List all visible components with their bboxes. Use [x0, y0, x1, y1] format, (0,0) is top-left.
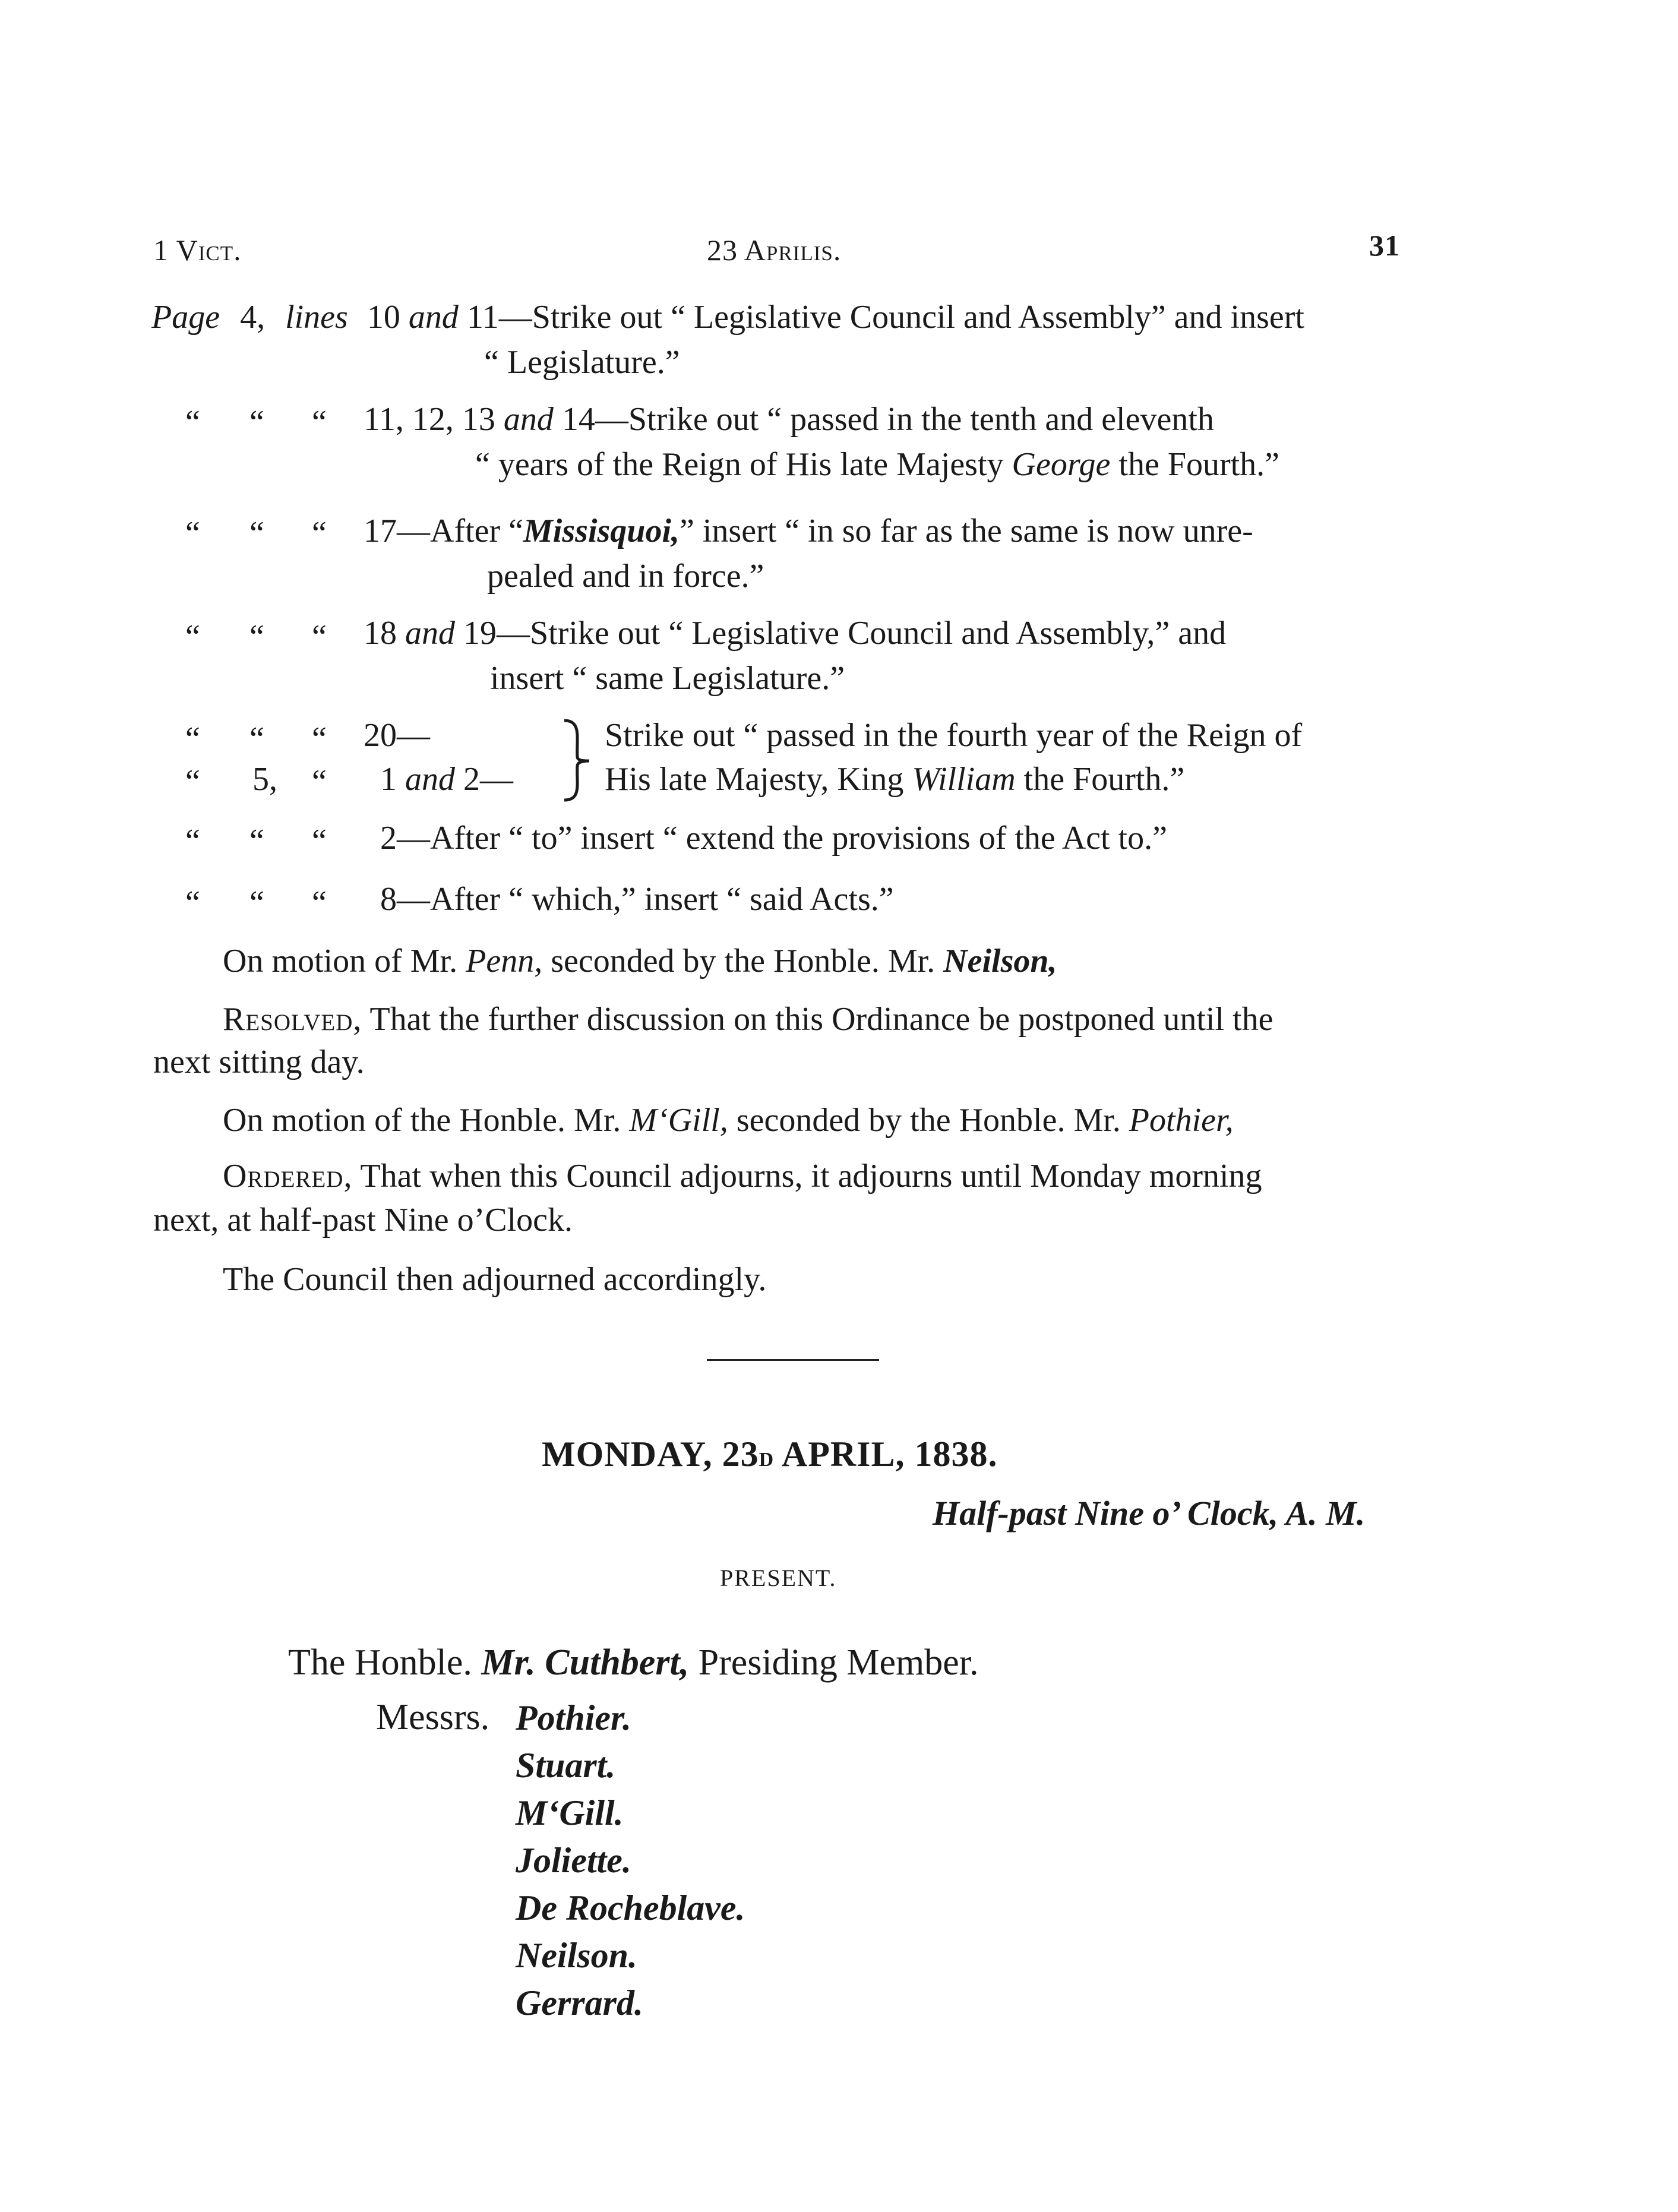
amendment-text: —After “: [397, 513, 524, 549]
and-word: and: [405, 761, 455, 798]
amendment-row-8: [380, 878, 894, 921]
amendment-text: “ years of the Reign of His late Majesty: [475, 446, 1004, 483]
member-name: Joliette.: [516, 1841, 631, 1880]
ditto-mark: “: [185, 884, 200, 921]
amendment-text: His late Majesty, King: [605, 761, 904, 798]
page-word: Page: [151, 299, 220, 336]
line-ref: 18: [364, 615, 397, 652]
line-ref: 14: [561, 401, 595, 438]
ditto-mark: “: [249, 618, 264, 655]
date-suffix: d: [759, 1441, 775, 1472]
ditto-mark: “: [185, 763, 200, 800]
amendment-row-7: [380, 817, 1167, 859]
curly-brace-icon: [558, 716, 594, 805]
ditto-mark: “: [312, 515, 327, 552]
motion-1: [223, 940, 1057, 982]
running-header-center: 23 Aprilis.: [707, 233, 842, 267]
line-ref: 1: [380, 761, 397, 798]
member-name: M‘Gill.: [516, 1793, 624, 1832]
amendment-row-5-lines: 20—: [364, 717, 430, 754]
amendment-row-1: [151, 296, 1304, 339]
line-ref: 2: [380, 820, 397, 857]
session-time: Half-past Nine o’ Clock, A. M.: [933, 1494, 1366, 1532]
ditto-mark: “: [185, 404, 200, 441]
mover-name: M‘Gill,: [629, 1102, 728, 1139]
ditto-mark: “: [185, 618, 200, 655]
and-word: and: [405, 615, 455, 652]
amendment-row-5-text: Strike out “ passed in the fourth year of the Reign of: [605, 717, 1303, 754]
member-name: Gerrard.: [516, 1983, 644, 2023]
session-date: [542, 1433, 998, 1478]
member-name: Stuart.: [516, 1746, 616, 1785]
resolved-text: That the further discussion on this Ordinance be postponed until the: [369, 1001, 1273, 1038]
ditto-mark: “: [249, 404, 264, 441]
line-ref: 11: [466, 299, 499, 336]
person-name: William: [912, 761, 1016, 798]
line-ref: 8: [380, 881, 397, 918]
adjournment-note: The Council then adjourned accordingly.: [223, 1261, 767, 1298]
amendment-text: —After “ which,” insert “ said Acts.”: [397, 881, 894, 918]
ditto-mark: “: [312, 721, 327, 757]
amendment-row-3: [364, 510, 1253, 552]
ditto-mark: “: [249, 515, 264, 552]
presiding-member-line: [288, 1639, 979, 1686]
amendment-text: —After “ to” insert “ extend the provisions of the Act to.”: [397, 820, 1167, 857]
date-text: MONDAY, 23: [542, 1434, 759, 1474]
motion-text: seconded by the Honble. Mr.: [551, 943, 936, 979]
lines-word: lines: [285, 299, 348, 336]
amendment-row-6-text: [605, 758, 1184, 801]
amendment-text: —Strike out “ Legislative Council and Assembly” and insert: [498, 299, 1304, 336]
and-word: and: [408, 299, 459, 336]
person-name: George: [1012, 446, 1111, 483]
date-text: APRIL, 1838.: [781, 1434, 998, 1474]
ordered-paragraph-cont: next, at half-past Nine o’Clock.: [153, 1202, 573, 1238]
ditto-mark: “: [312, 618, 327, 655]
seconder-name: Pothier,: [1129, 1102, 1234, 1139]
resolved-paragraph-cont: next sitting day.: [153, 1044, 365, 1080]
amendment-text: —Strike out “ passed in the tenth and eleventh: [595, 401, 1214, 438]
line-ref: 19: [463, 615, 497, 652]
page-number-ref: 4,: [240, 299, 266, 336]
amendment-row-6-lines: [380, 758, 513, 801]
line-ref: 10: [366, 299, 400, 336]
amendment-text: ” insert “ in so far as the same is now unre-: [680, 513, 1253, 549]
member-name: Neilson.: [516, 1936, 638, 1975]
amendment-row-6-page: 5,: [252, 761, 277, 798]
motion-text: On motion of Mr.: [223, 943, 458, 979]
amendment-text: the Fourth.”: [1118, 446, 1280, 483]
resolved-paragraph: [223, 998, 1273, 1041]
amendment-row-1-cont: “ Legislature.”: [484, 344, 680, 381]
and-word: and: [503, 401, 554, 438]
ditto-mark: “: [185, 515, 200, 552]
line-ref: 11, 12, 13: [364, 401, 495, 438]
amendment-row-2: [364, 398, 1214, 441]
amendment-text: the Fourth.”: [1023, 761, 1185, 798]
presiding-role: Presiding Member.: [698, 1642, 979, 1683]
motion-text: seconded by the Honble. Mr.: [736, 1102, 1121, 1139]
line-ref: 2—: [463, 761, 513, 798]
amendment-row-4: [364, 612, 1226, 655]
ordered-paragraph: [223, 1155, 1262, 1197]
ordered-label: Ordered,: [223, 1158, 353, 1195]
amendment-text: —Strike out “ Legislative Council and Assembly,” and: [497, 615, 1227, 652]
motion-2: [223, 1099, 1234, 1142]
resolved-label: Resolved,: [223, 1001, 362, 1038]
place-name: Missisquoi,: [523, 513, 680, 549]
ditto-mark: “: [312, 884, 327, 921]
messrs-label: Messrs.: [376, 1697, 490, 1737]
amendment-row-2-cont: [475, 443, 1279, 486]
ditto-mark: “: [249, 823, 264, 859]
present-label: PRESENT.: [720, 1565, 837, 1591]
member-name: Pothier.: [516, 1698, 632, 1737]
ditto-mark: “: [185, 823, 200, 859]
presiding-member-name: Mr. Cuthbert,: [481, 1642, 690, 1683]
ditto-mark: “: [185, 721, 200, 757]
ditto-mark: “: [249, 721, 264, 757]
member-name: De Rocheblave.: [516, 1888, 745, 1927]
page-number: 31: [1369, 229, 1400, 262]
ditto-mark: “: [312, 823, 327, 859]
ditto-mark: “: [312, 404, 327, 441]
ordered-text: That when this Council adjourns, it adjourns until Monday morning: [360, 1158, 1262, 1195]
mover-name: Penn,: [466, 943, 543, 979]
ditto-mark: “: [249, 884, 264, 921]
amendment-row-4-cont: insert “ same Legislature.”: [490, 660, 845, 697]
seconder-name: Neilson,: [943, 943, 1057, 979]
line-ref: 17: [364, 513, 397, 549]
section-divider: [707, 1359, 879, 1361]
ditto-mark: “: [312, 763, 327, 800]
running-header-left: 1 Vict.: [153, 233, 242, 267]
amendment-row-3-cont: pealed and in force.”: [487, 558, 764, 595]
motion-text: On motion of the Honble. Mr.: [223, 1102, 621, 1139]
honble-title: The Honble.: [288, 1642, 472, 1683]
